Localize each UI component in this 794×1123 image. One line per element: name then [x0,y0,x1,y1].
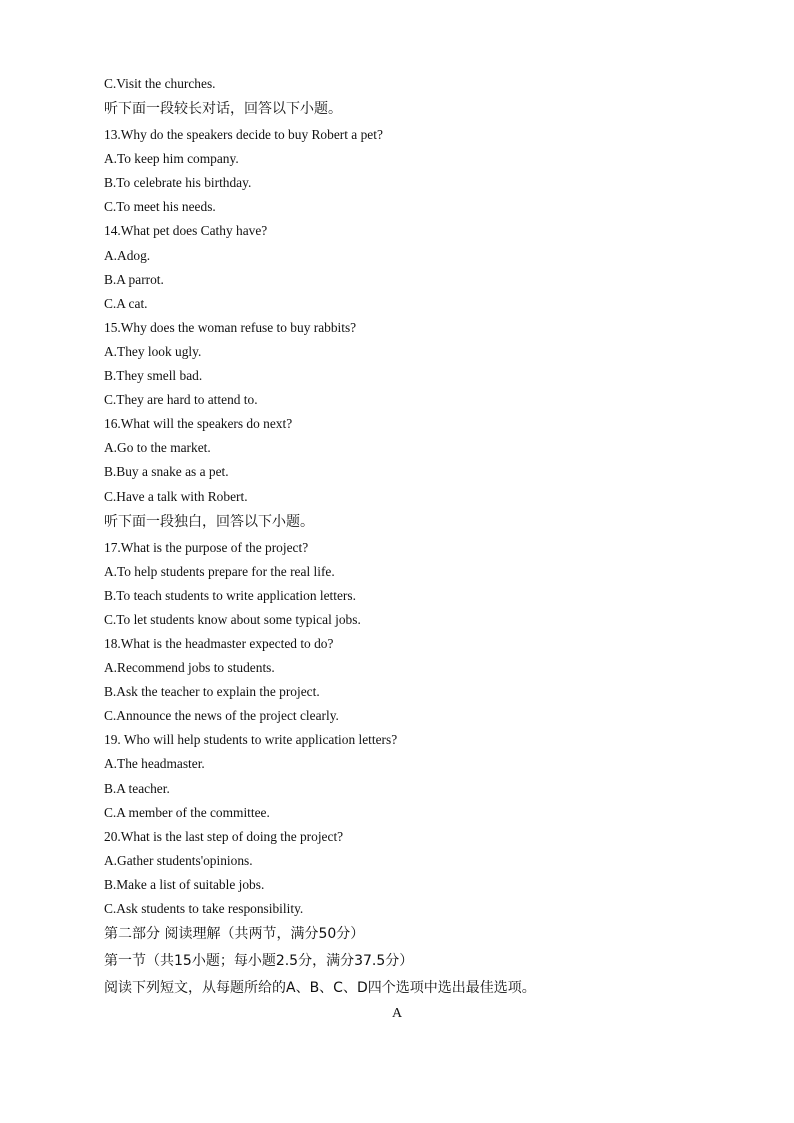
question-line: 18.What is the headmaster expected to do? [104,635,334,651]
question-line: A.To keep him company. [104,151,239,167]
instruction-line: 听下面一段较长对话，回答以下小题。 [104,101,342,118]
question-line: C.To meet his needs. [104,199,216,215]
question-line: 13.Why do the speakers decide to buy Robert a pet? [104,127,383,143]
passage-letter: A [391,1006,403,1021]
question-line: C.To let students know about some typical jobs. [104,611,361,627]
document-body [104,72,724,1002]
question-line: 15.Why does the woman refuse to buy rabbits? [104,319,357,335]
question-line: C.They are hard to attend to. [104,392,258,408]
question-line: A.Gather students'opinions. [104,852,253,868]
question-line: B.They smell bad. [104,368,203,384]
question-line: C.A member of the committee. [104,804,270,820]
question-line: A.Go to the market. [104,440,211,456]
question-line: 17.What is the purpose of the project? [104,539,309,555]
question-line: B.A parrot. [104,271,164,287]
question-line: A.The headmaster. [104,756,205,772]
question-line: B.To teach students to write application letters. [104,587,356,603]
instruction-line: 阅读下列短文，从每题所给的A、B、C、D四个选项中选出最佳选项。 [104,980,536,997]
question-line: A.Adog. [104,247,151,263]
question-line: A.Recommend jobs to students. [104,660,275,676]
question-line: 16.What will the speakers do next? [104,416,293,432]
question-line: C.A cat. [104,295,148,311]
question-line: B.Ask the teacher to explain the project. [104,684,320,700]
question-line: B.Buy a snake as a pet. [104,464,229,480]
question-line: 20.What is the last step of doing the project? [104,828,344,844]
question-line: C.Have a talk with Robert. [104,488,248,504]
question-line: B.To celebrate his birthday. [104,175,252,191]
question-line: C.Announce the news of the project clearly. [104,708,339,724]
instruction-line: 第二部分 阅读理解（共两节，满分50分） [104,926,365,943]
question-line: C.Ask students to take responsibility. [104,901,304,916]
question-line: A.They look ugly. [104,343,202,359]
question-line: B.Make a list of suitable jobs. [104,876,265,892]
instruction-line: 第一节（共15小题；每小题2.5分，满分37.5分） [104,953,414,970]
question-line: 19. Who will help students to write application letters? [104,732,398,748]
instruction-line: 听下面一段独白，回答以下小题。 [104,513,314,530]
question-line: 14.What pet does Cathy have? [104,223,268,239]
question-line: B.A teacher. [104,780,170,796]
question-line: C.Visit the churches. [104,76,216,91]
question-line: A.To help students prepare for the real life. [104,563,335,579]
